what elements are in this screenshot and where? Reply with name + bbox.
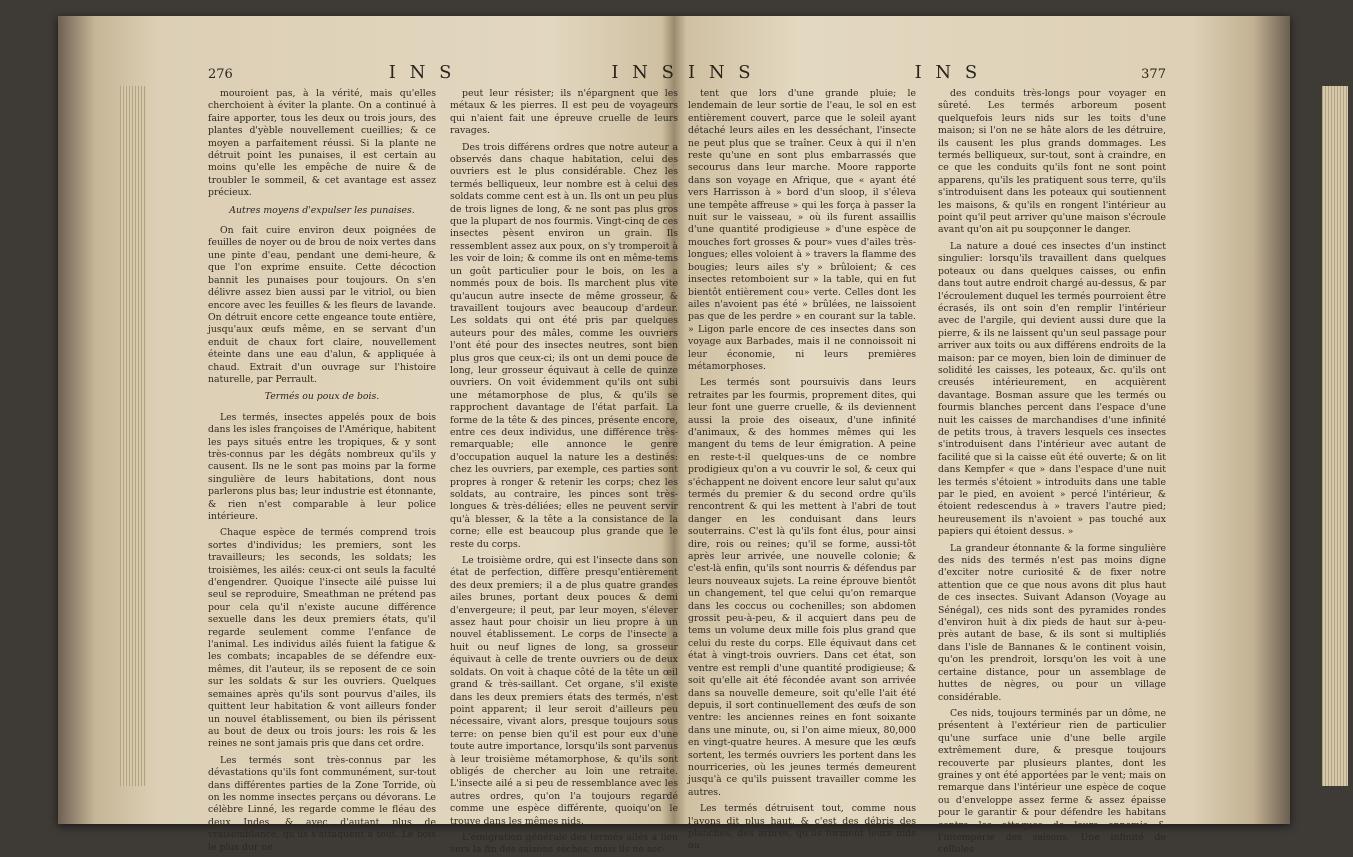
right-column-2 <box>938 88 1166 857</box>
paragraph: Les termés sont très-connus par les dévastations qu'ils font communément, sur-tout dans différentes parties de la Zone Torride, où on les nomme insectes perçans ou dévorans. Le célèbre Linné, les regarde comme le fléau des deux Indes, & avec d'autant plus de vraisemblance, qu'ils s'attaquent à tout. Le bois le plus dur ne <box>208 754 436 853</box>
left-head-word-1: I N S <box>388 62 456 83</box>
left-column-2 <box>450 88 678 857</box>
left-running-head <box>208 62 678 86</box>
right-page <box>688 62 1166 857</box>
paragraph: des conduits très-longs pour voyager en sûreté. Les termés arboreum posent quelquefois leurs nids sur les toits d'une maison; si l'on ne se hâte alors de les détruire, ils causent les plus grands dommages. Les termés belliqueux, sur-tout, sont à craindre, en ce que les conduits qu'ils font ne sont point apparens, qu'ils les pratiquent sous terre, qu'ils s'introduisent dans les poteaux qui soutiennent les maisons, & qu'ils en rongent l'intérieur au point qu'il peut arriver qu'une maison s'écroule avant qu'on ait pu soupçonner le danger. <box>938 88 1166 236</box>
paragraph: tent que lors d'une grande pluie; le lendemain de leur sortie de l'eau, le sol en est entièrement couvert, parce que le soleil ayant détaché leurs ailes en les desséchant, l'insecte ne peut plus que se traîner. Ceux à qui il n'en reste qu'une en sont plus embarrassés que secourus dans leur marche. Moore rapporte dans son voyage en Afrique, que « ayant été vers Harrisson à » bord d'un sloop, il s'éleva une tempête affreuse » qui les força à passer la nuit sur le vaisseau, » où ils furent assaillis d'une quantité prodigieuse » d'une espèce de mouches fort grosses & pour» vues d'ailes très-longues; elles voloient à » travers la flamme des bougies; leurs ailes s'y » brûloient; & ces insectes retomboient sur » la table, qui en fut bientôt entièrement cou» verte. Celles dont les ailes n'avoient pas été » brûlées, ne laissoient pas que de les perdre » en courant sur la table. » Ligon parle encore de ces insectes dans son voyage aux Barbades, mais il ne connoissoit ni leur économie, ni leurs premières métamorphoses. <box>688 88 916 372</box>
left-page <box>208 62 678 857</box>
paragraph: L'émigration générale des termés ailés a lieu vers la fin des saisons sèches, mais ils ne sor- <box>450 831 678 856</box>
left-column-1 <box>208 88 436 857</box>
paragraph: On fait cuire environ deux poignées de feuilles de noyer ou de brou de noix vertes dans une pinte d'eau, pendant une demi-heure, & que l'on exprime ensuite. Cette décoction bannit les punaises pour toujours. On s'en délivre assez bien aussi par le vitriol, ou bien encore avec les feuilles & les fleurs de lavande. On détruit encore cette engeance toute entière, jusqu'aux œufs même, en se servant d'un enduit de chaux fort claire, nouvellement éteinte dans une eau d'alun, & appliquée à chaud. Extrait d'un ouvrage sur l'histoire naturelle, par Perrault. <box>208 225 436 385</box>
left-head-word-2: I N S <box>611 62 678 83</box>
paragraph: Les termés sont poursuivis dans leurs retraites par les fourmis, proprement dites, qui leur font une guerre cruelle, & ils deviennent aussi la proie des oiseaux, d'une infinité d'animaux, & des hommes mêmes qui les mangent du tems de leur émigration. A peine en reste-t-il quelques-uns de ce nombre prodigieux qu'on a vu couvrir le sol, & ceux qui s'échappent ne doivent encore leur salut qu'aux termés du premier & du second ordre qu'ils rencontrent & qui les mettent à l'abri de tout danger en les conduisant dans leurs souterrains. C'est là qu'ils font élus, pour ainsi dire, rois ou reines; qu'il se forme, aussi-tôt après leur arrivée, une nouvelle colonie; & c'est-là enfin, qu'ils sont nourris & défendus par leurs nouveaux sujets. La reine éprouve bientôt un changement, tel que celui qu'on remarque dans les coccus ou cochenilles; son abdomen grossit peu-à-peu, & il acquiert dans peu de tems un volume deux mille fois plus grand que celui du reste du corps. Elle équivaut dans cet état à vingt-trois ouvriers. Dans cet état, son ventre est rempli d'une quantité prodigieuse; & soit qu'elle ait été fécondée avant son arrivée dans sa nouvelle demeure, soit qu'elle l'ait été depuis, il sort continuellement des œufs de son ventre: les anciennes reines en font soixante dans une minute, ou, si l'on aime mieux, 80,000 en vingt-quatre heures. A mesure que les œufs sortent, les termés ouvriers les portent dans les nourriceries, où les jeunes termés demeurent jusqu'à ce qu'ils puissent travailler comme les autres. <box>688 377 916 798</box>
right-head-word-1: I N S <box>688 62 755 83</box>
left-page-number: 276 <box>208 67 233 82</box>
paragraph: peut leur résister; ils n'épargnent que les métaux & les pierres. Il est peu de voyageurs qui n'aient fait une épreuve cruelle de leurs ravages. <box>450 88 678 137</box>
section-heading: Termés ou poux de bois. <box>264 391 380 403</box>
section-heading: Autres moyens d'expulser les punaises. <box>229 204 415 216</box>
paragraph: Des trois différens ordres que notre auteur a observés dans chaque habitation, celui des ouvriers est le plus considérable. Chez les termés belliqueux, leur nombre est à celui des soldats comme cent est à un. Ils ont un peu plus de trois lignes de long, & ne sont pas plus gros que la plupart de nos fourmis. Vingt-cinq de ces insectes pèsent environ un grain. Ils ressemblent assez aux poux, on s'y tromperoit à les voir de loin; & comme ils ont en même-tems un goût particulier pour le bois, on les a nommés poux de bois. Ils marchent plus vite qu'aucun autre insecte de même grosseur, & travaillent toujours avec beaucoup d'ardeur. Les soldats qui ont été pris par quelques auteurs pour des mâles, comme les ouvriers l'ont été pour des insectes neutres, sont bien plus gros que ceux-ci; ils ont un demi pouce de long, leur grosseur équivaut à celle de quinze ouvriers. On voit évidemment qu'ils ont subi une métamorphose de plus, & qu'ils se rapprochent davantage de l'état parfait. La forme de la tête & des pinces, présente encore, entre ces deux individus, une différence très-remarquable; elle annonce le genre d'occupation auquel la nature les a destinés: chez les ouvriers, par exemple, ces parties sont propres à ronger & retenir les corps; chez les soldats, au contraire, les pinces sont très-longues & très-déliées; elles ne peuvent servir qu'à blesser, & la tête a la consistance de la corne; elle est beaucoup plus grande que le reste du corps. <box>450 141 678 550</box>
paragraph: Chaque espèce de termés comprend trois sortes d'individus; les premiers, sont les travailleurs; les seconds, les soldats; les troisièmes, les ailés: ceux-ci ont seuls la faculté d'engendrer. Quoique l'insecte ailé puisse lui seul se reproduire, Smeathman ne prétend pas pour cela qu'il n'existe aucune différence sexuelle dans les deux premiers états, qu'il regarde seulement comme l'enfance de l'animal. Les individus ailés fuient la fatigue & les combats; incapables de se défendre eux-mêmes, dit l'auteur, ils se reposent de ce soin sur les soldats & sur les ouvriers. Quelques semaines après qu'ils sont pourvus d'ailes, ils quittent leur habitation & vont ailleurs fonder un nouvel établissement, ou bien ils périssent au bout de deux ou trois jours: les rois & les reines ne sont jamais pris que dans cet ordre. <box>208 527 436 750</box>
right-head-word-2: I N S <box>914 62 982 83</box>
paragraph: Les termés, insectes appelés poux de bois dans les isles françoises de l'Amérique, habitent les pays situés entre les tropiques, & y sont très-connus par les dégâts nombreux qu'ils y causent. Ils ne le sont pas moins par la forme singulière de leurs habitations, dont nous parlerons plus bas; leur industrie est étonnante, & rien n'est comparable à leur police intérieure. <box>208 411 436 522</box>
paragraph: La grandeur étonnante & la forme singulière des nids des termés n'est pas moins digne d'exciter notre curiosité & de fixer notre attention que ce que nous avons dit plus haut de ces insectes. Suivant Adanson (Voyage au Sénégal), ces nids sont des pyramides rondes d'environ huit à dix pieds de haut sur à-peu-près autant de base, & ils sont si multipliés dans l'isle de Bannanes & le continent voisin, qu'on les prendroit, lorsqu'on les voit à une certaine distance, pour un assemblage de huttes de nègres, ou pour un village considérable. <box>938 542 1166 703</box>
paragraph: Le troisième ordre, qui est l'insecte dans son état de perfection, diffère presqu'entièrement des deux premiers; il a de plus quatre grandes ailes brunes, portant deux pouces & demi d'envergeure; il peut, par leur moyen, s'élever assez haut pour choisir un lieu propre à un nouvel établissement. Le corps de l'insecte a huit ou neuf lignes de long, sa grosseur équivaut à celle de trente ouvriers ou de deux soldats. On voit à chaque côté de la tête un œil grand & très-saillant. Cet organe, s'il existe dans les deux premiers états des termés, n'est point apparent; il leur seroit d'ailleurs peu nécessaire, vivant alors, presque toujours sous terre: on pense bien qu'il est pour eux d'une toute autre importance, lorsqu'ils sont parvenus à leur troisième métamorphose, & qu'ils sont obligés de chercher au loin une retraite. L'insecte ailé a si peu de ressemblance avec les autres ordres, qu'on l'a toujours regardé comme une espèce différente, quoiqu'on le trouve dans les mêmes nids. <box>450 555 678 827</box>
paragraph: La nature a doué ces insectes d'un instinct singulier: lorsqu'ils travaillent dans quelques poteaux ou dans quelques caisses, ou enfin dans tout autre endroit chargé au-dessus, & par l'écroulement duquel les termés pourroient être écrasés, ils ont soin d'en remplir l'intérieur avec de l'argile, qui devient aussi dure que la pierre, & ils ne laissent qu'un seul passage pour arriver aux toits ou aux différens endroits de la maison: par ce moyen, bien loin de diminuer de solidité les caisses, les poteaux, &c. qu'ils ont creusés intérieurement, en acquièrent davantage. Bosman assure que les termés ou fourmis blanches percent dans l'espace d'une nuit les caisses de marchandises d'une infinité de petits trous, à travers lesquels ces insectes s'introduisent dans l'intérieur avec autant de facilité que si la caisse eût été ouverte; & on lit dans Kempfer « que » dans l'espace d'une nuit les termés s'étoient » introduits dans une table par le pied, en avoient » percé l'intérieur, & étoient redescendus à » travers l'autre pied; heureusement ils n'avoient » pas touché aux papiers qui étoient dessus. » <box>938 240 1166 538</box>
right-running-head <box>688 62 1166 86</box>
paragraph: mouroient pas, à la vérité, mais qu'elles cherchoient à éviter la plante. On a continué à faire apporter, tous les deux ou trois jours, des plantes d'yèble nouvellement cueillies; & ce moyen a parfaitement réussi. Si la plante ne détruit point les punaises, il est certain au moins qu'elle les empêche de nuire & de troubler le sommeil, & cet avantage est assez précieux. <box>208 88 436 199</box>
right-column-1 <box>688 88 916 857</box>
page-edges-left <box>120 86 146 786</box>
page-edges-right <box>1322 86 1348 786</box>
paragraph: Ces nids, toujours terminés par un dôme, ne présentent à l'extérieur rien de particulier qu'une surface unie d'une belle argile extrêmement dure, & presque toujours recouverte par plusieurs plantes, dont les graines y ont été apportées par le vent; mais on remarque dans l'intérieur une espèce de coque ou d'enveloppe assez ferme & assez épaisse pour le garantir & pour défendre les habitans contre les attaques de leurs ennemis & l'intempérie des saisons. Une infinité de cellules <box>938 707 1166 856</box>
right-page-number: 377 <box>1141 67 1166 82</box>
paragraph: Les termés détruisent tout, comme nous l'avons dit plus haut, & c'est des débris des planches, des arbres, qu'ils forment leurs nids ou <box>688 803 916 852</box>
